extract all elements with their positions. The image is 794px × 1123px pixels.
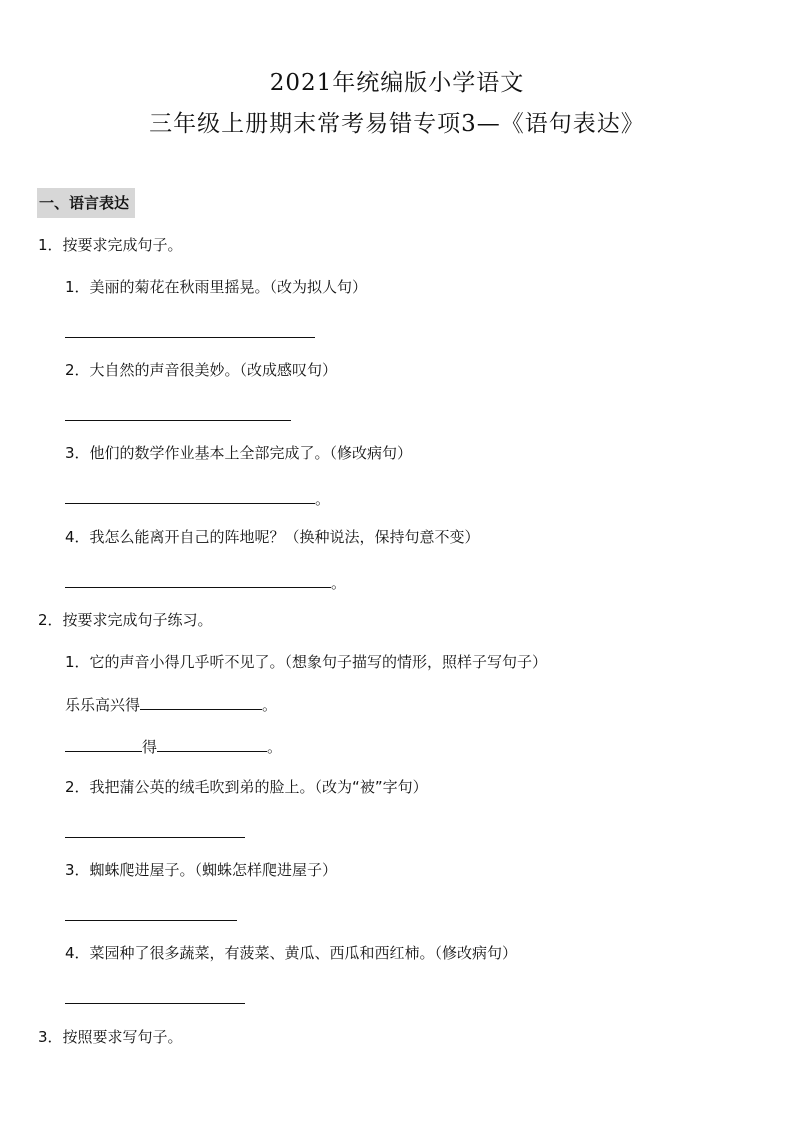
imitation-sentence-line — [65, 734, 282, 758]
page-title-line-2: 三年级上册期末常考易错专项3—《语句表达》 — [149, 111, 645, 137]
end-mark: 。 — [315, 490, 331, 508]
answer-line — [65, 570, 346, 594]
answer-line — [65, 320, 315, 344]
end-mark: 。 — [267, 738, 283, 756]
question-2-item-2: 2．我把蒲公英的绒毛吹到弟的脸上。（改为“被”字句） — [65, 778, 428, 796]
answer-line — [65, 486, 330, 510]
end-mark: 。 — [262, 696, 278, 714]
example-sentence-line — [65, 692, 277, 716]
question-1-item-3: 3．他们的数学作业基本上全部完成了。（修改病句） — [65, 444, 413, 462]
page-title-line-1: 2021年统编版小学语文 — [269, 70, 525, 96]
end-mark: 。 — [331, 574, 347, 592]
de-character: 得 — [142, 738, 158, 756]
question-2-item-1: 1．它的声音小得几乎听不见了。（想象句子描写的情形，照样子写句子） — [65, 653, 548, 671]
answer-line — [65, 820, 245, 844]
question-1-item-2: 2．大自然的声音很美妙。（改成感叹句） — [65, 361, 338, 379]
section-heading: 一、语言表达 — [37, 188, 135, 218]
question-2: 2．按要求完成句子练习。 — [38, 611, 213, 629]
question-3: 3．按照要求写句子。 — [38, 1028, 183, 1046]
question-1-item-4: 4．我怎么能离开自己的阵地呢？（换种说法，保持句意不变） — [65, 528, 480, 546]
answer-line — [65, 986, 245, 1010]
example-prefix: 乐乐高兴得 — [65, 696, 141, 714]
answer-line — [65, 403, 291, 427]
question-2-item-3: 3．蜘蛛爬进屋子。（蜘蛛怎样爬进屋子） — [65, 861, 338, 879]
question-1-item-1: 1．美丽的菊花在秋雨里摇晃。（改为拟人句） — [65, 278, 368, 296]
question-1: 1．按要求完成句子。 — [38, 236, 183, 254]
question-2-item-4: 4．菜园种了很多蔬菜，有菠菜、黄瓜、西瓜和西红柿。（修改病句） — [65, 944, 518, 962]
answer-line — [65, 903, 237, 927]
